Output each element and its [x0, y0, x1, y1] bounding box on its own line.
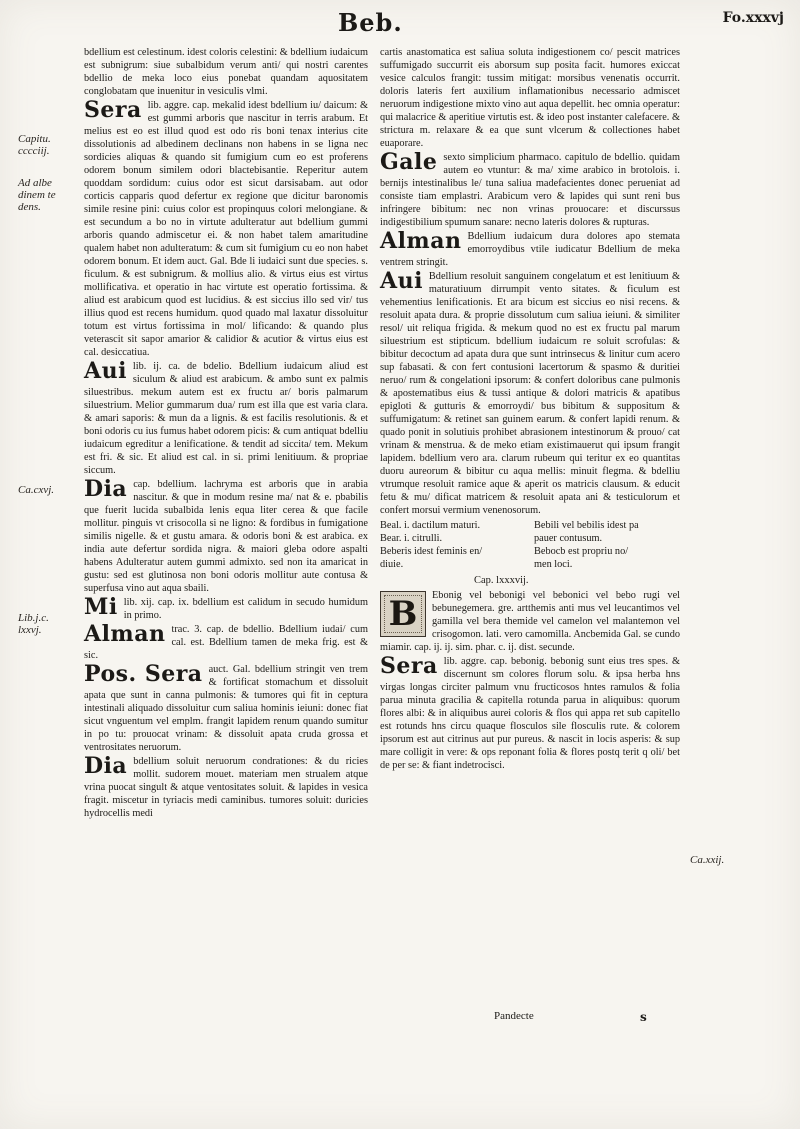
running-title: Beb.: [338, 8, 403, 37]
section-heading: Alman: [380, 228, 462, 254]
section-heading: Dia: [84, 476, 128, 502]
table-cell: Bebili vel bebilis idest pa: [534, 520, 639, 531]
signature-mark: s: [640, 1010, 647, 1024]
paragraph: Ebonig vel bebonigi vel bebonici vel bebo rugi vel bebunegemera. gre. artthemis anti mus vel leucantimos vel gamilla vel bera themide vel camelon vel malantemon vel crisogomon. lati. vero camomilla. Ancbemida Gal. se cundo miamir. cap. ij. ij. sim. phar. c. ij. dist. secunde.: [380, 590, 680, 653]
paragraph: cap. bdellium. lachryma est arboris que in arabia nascitur. & que in modum resine ma/ nat & e. pbabilis que fuerit lucida subalbida lenis equa liter cerea & que facile mollitur. pinguis vt crisocolla si ne ligno: & fordibus in fumigatione similis nigelle. & et gustu amara. & odoris boni & est arabica. ex india aute defertur sordida nigra. & maiori gleba odore aspalti habens Adulteratur autem gummi admixto. sed non ita amaricat in gustu: sed est glutinosa non boni odoris mollitur aute contusa & superfusa vino aut aqua sbaili.: [84, 479, 368, 594]
paragraph: Bdellium resoluit sanguinem congelatum et est lenitiuum & maturatiuum dirrumpit vento sitates. & ficulum est vehementius lenificationis. Et ara bicum est siccius eo nisi recens. & resoluit apata dura. & proprie dissolutum cum saliua ieiuni. & similiter resol/ uit reliqua frigida. & mekum quod no est ex fructu pal marum siluestrium est stipticum. bdellium iudaicum re soluit scrofulas: & bibitur decoctum ad apata dura que sunt intrinsecus & linitur cum acero sup fabasati. & con fert contusioni lacertorum & spasmo & duritiei neruo/ rum & congelationi ipsorum: & confert doloribus cane pulmonis & apostematibus eius & tussi antique & dolori matricis & apatibus epigloti & gutturis & emorroydi/ bus bibitum & suppositum & suffumigatum: & retinet san guinem earum. & confert lapidi renum. & quado ponit in solutiuis prohibet abrasionem intestinorum & prouo/ cat vrinam & menstrua. & de meko etiam existimauerut qui ipsum frangit lapidem. bdellium vero ara. clarum rubeum qui teritur ex eo quantitas duoru aureorum & bibitur cu aqua mellis: minuit flegma. & bdelliu vtrumque resoluit ramice aque & aperit os matricis clausum. & educit fetu & mu/ dificat matricem & resoluit apata ani & testiculorum et confert morsui vermium venenosorum.: [380, 271, 680, 516]
section-heading: Aui: [84, 358, 127, 384]
initial-letter: B: [388, 594, 418, 634]
section-heading: Pos. Sera: [84, 661, 203, 687]
table-cell: Beberis idest feminis en/: [380, 546, 483, 557]
margin-note-chapter: Capitu. cccciij.: [18, 133, 51, 157]
table-cell: Bebocb est propriu no/: [534, 546, 629, 557]
margin-note-cap-right: Ca.xxij.: [690, 854, 725, 866]
section-heading: Aui: [380, 268, 423, 294]
paragraph: auct. Gal. bdellium stringit ven trem & fortificat stomachum et dissoluit apata que sunt in canna pulmonis: & tumores qui fit in ceptura intestinali aliquado dissoluitur cum saliua hominis ieiuni: donec fiat sicut vnguentum vel emplm. frangit lapidem renum quando sumitur in po tu: prouocat vrinam: & dissoluit apata cruda grossa et ventrositates neruorum.: [84, 664, 368, 753]
paragraph: trac. 3. cap. de bdellio. Bdellium iudai/ cum cal. est. Bdellium tamen de meka frig. est & sic.: [84, 624, 368, 661]
margin-note-albedinem: Ad albe dinem te dens.: [18, 177, 56, 213]
section-heading: Gale: [380, 149, 438, 175]
table-cell: Bear. i. citrulli.: [380, 533, 443, 544]
section-heading: Sera: [380, 653, 438, 679]
section-heading: Mi: [84, 594, 118, 620]
paragraph: lib. aggre. cap. mekalid idest bdellium iu/ daicum: & est gummi arboris que nascitur in terris arabum. Et melius est eo est illud quod est odo ris boni tenax interius cite dissolutionis ad albedinem declinans non habens in se ligna nec sordicies aliquas & quando sit fumigium cum eo est proferens odorem bonum similem odori blactebisantie. Reperitur autem quoddam sordidum: cuius odor est sicut darsisabam. aut odor corticis capparis quod defertur ex regione que dicitur baronomis simile resine pini: cuius color est propinquus colori melongiane. & est secundum a bo no in virtute adulteratur aut bdellium gummi arboris quando admiscetur ei. & non habet talem amaritudine qualem habet non adulteratum: & cum sit fumigium cu eo non habet odorem bonum. Et idem auct. Gal. Bde li iudaici sunt due species. s. ficulum. & est subnigrum. & mollius alio. & virtus eius est virtus mollificativa. et operatio in hac virtute est operatio fortissima. & aliud est arabicum quod est lucidius. & est siccius illo sed vir/ tus illius quod est recens humidum. quod quado mal laxatur dissoluitur totum est virtus fortissima in mol/ lificando: & quando plus veterascit sit sapor amarior & calidior & acutior & virtus eius est cal. desiccatiua.: [84, 100, 368, 358]
table-cell: pauer contusum.: [534, 533, 603, 544]
paragraph: sexto simplicium pharmaco. capitulo de bdellio. quidam autem eo vtuntur: & ma/ xime arabico in brotolois. i. bernijs intestinalibus le/ tuna saliua madefacientes donec perueniat ad consiste tiam emplastri. Arabicum vero & lapides qui sunt reni bus infringere bibitum: nec non vrinas prouocare: et discurssus indigestibilium spumum sanare: necno lateris dolores & rupturas.: [380, 152, 680, 228]
paragraph: Bdellium iudaicum dura dolores apo stemata emorroydibus vtile iudicatur Bdellium de meka ventrem stringit.: [380, 231, 680, 268]
paragraph: lib. aggre. cap. bebonig. bebonig sunt eius tres spes. & discernunt sm colores florum solu. & ipsa herba hns virgas longas circiter palmum vnu fructicosos hntes ramulos & folia parua minuta gracilia & capitella rotunda parua in aliquibus: quorum flores albi: & in aliquibus aurei coloris & flos qui appa ret sub capitello est rotunds hns circu quaque flosculos sile flosculis rute. & colorem ipsorum est aut citrinus aut pur pureus. & nascit in locis asperis: & sup mare colligit in vere: & ops reponant folia & flores postq terit q oli/ bet de per se: & fiant indetrocisci.: [380, 656, 680, 771]
margin-note-cap: Ca.cxvj.: [18, 484, 55, 496]
section-heading: Alman: [84, 621, 166, 647]
synonym-table: [380, 519, 680, 571]
section-heading: Sera: [84, 97, 142, 123]
table-cell: Beal. i. dactilum maturi.: [380, 520, 481, 531]
folio-number: Fo.xxxvj: [722, 10, 784, 26]
paragraph: bdellium soluit neruorum condrationes: & du ricies mollit. sudorem mouet. materiam men strualem atque vrina puocat singult & atque ventositates soluit. & lapides in vesica fragit. miscetur in tyriacis medi caminibus. tumores soluit: duricies hydrocellis medi: [84, 756, 368, 819]
table-cell: men loci.: [534, 559, 573, 570]
section-heading: Dia: [84, 753, 128, 779]
paragraph: bdellium est celestinum. idest coloris celestini: & bdellium iudaicum est subnigrum: siue subalbidum verum anti/ qui nostri carentes bdellio de meka loco eius ponebat quandam aquositatem conglobatam que inuenitur in vesiculis vlmi.: [84, 47, 368, 97]
catchword: Pandecte: [494, 1010, 534, 1022]
margin-note-lib: Lib.j.c. lxxvj.: [18, 612, 49, 636]
paragraph: lib. ij. ca. de bdelio. Bdellium iudaicum aliud est siculum & aliud est arabicum. & ambo sunt ex palmis siluestribus. mekum autem est ex fructu ar/ boris palmarum siluestrium. Melior gummarum dua/ rum est illa que est varia clara. & amari saporis: & mun da a lignis. & est facilis resolutionis. & et boni odoris cu ius fumus habet odorem picis: & cum antiquat bdelliu iudaicum egreditur a lenificatione. & tendit ad siccita/ tem. Mekum est fri. & sic. Et aliud est cal. in si. primi lenitiuum. & propriae siccum.: [84, 361, 368, 476]
paragraph: cartis anastomatica est saliua soluta indigestionem co/ pescit matrices suffumigado succurrit eis aborsum sup posita facit. humores exiccat vesice calculos frangit: tussim mitigat: morsibus venenatis occurrit. doloris lateris fert auxilium inflamationibus necessario admiscet neruorum indigestione mixto vino aut aqua depellit. hec omnia operatur: qui malacrice & aperitiue virtutis est. & ideo post instanter calefacere. & strictura m. relaxare & ea que sunt vlcerum & collectiones habet euaporare.: [380, 47, 680, 149]
left-column: [84, 46, 368, 821]
paragraph: lib. xij. cap. ix. bdellium est calidum in secudo humidum in primo.: [123, 597, 368, 621]
decorated-initial: [380, 591, 426, 637]
chapter-opening: [380, 589, 680, 655]
right-column: [380, 46, 680, 773]
chapter-title: Cap. lxxxvij.: [474, 575, 529, 586]
table-cell: diuie.: [380, 559, 404, 570]
